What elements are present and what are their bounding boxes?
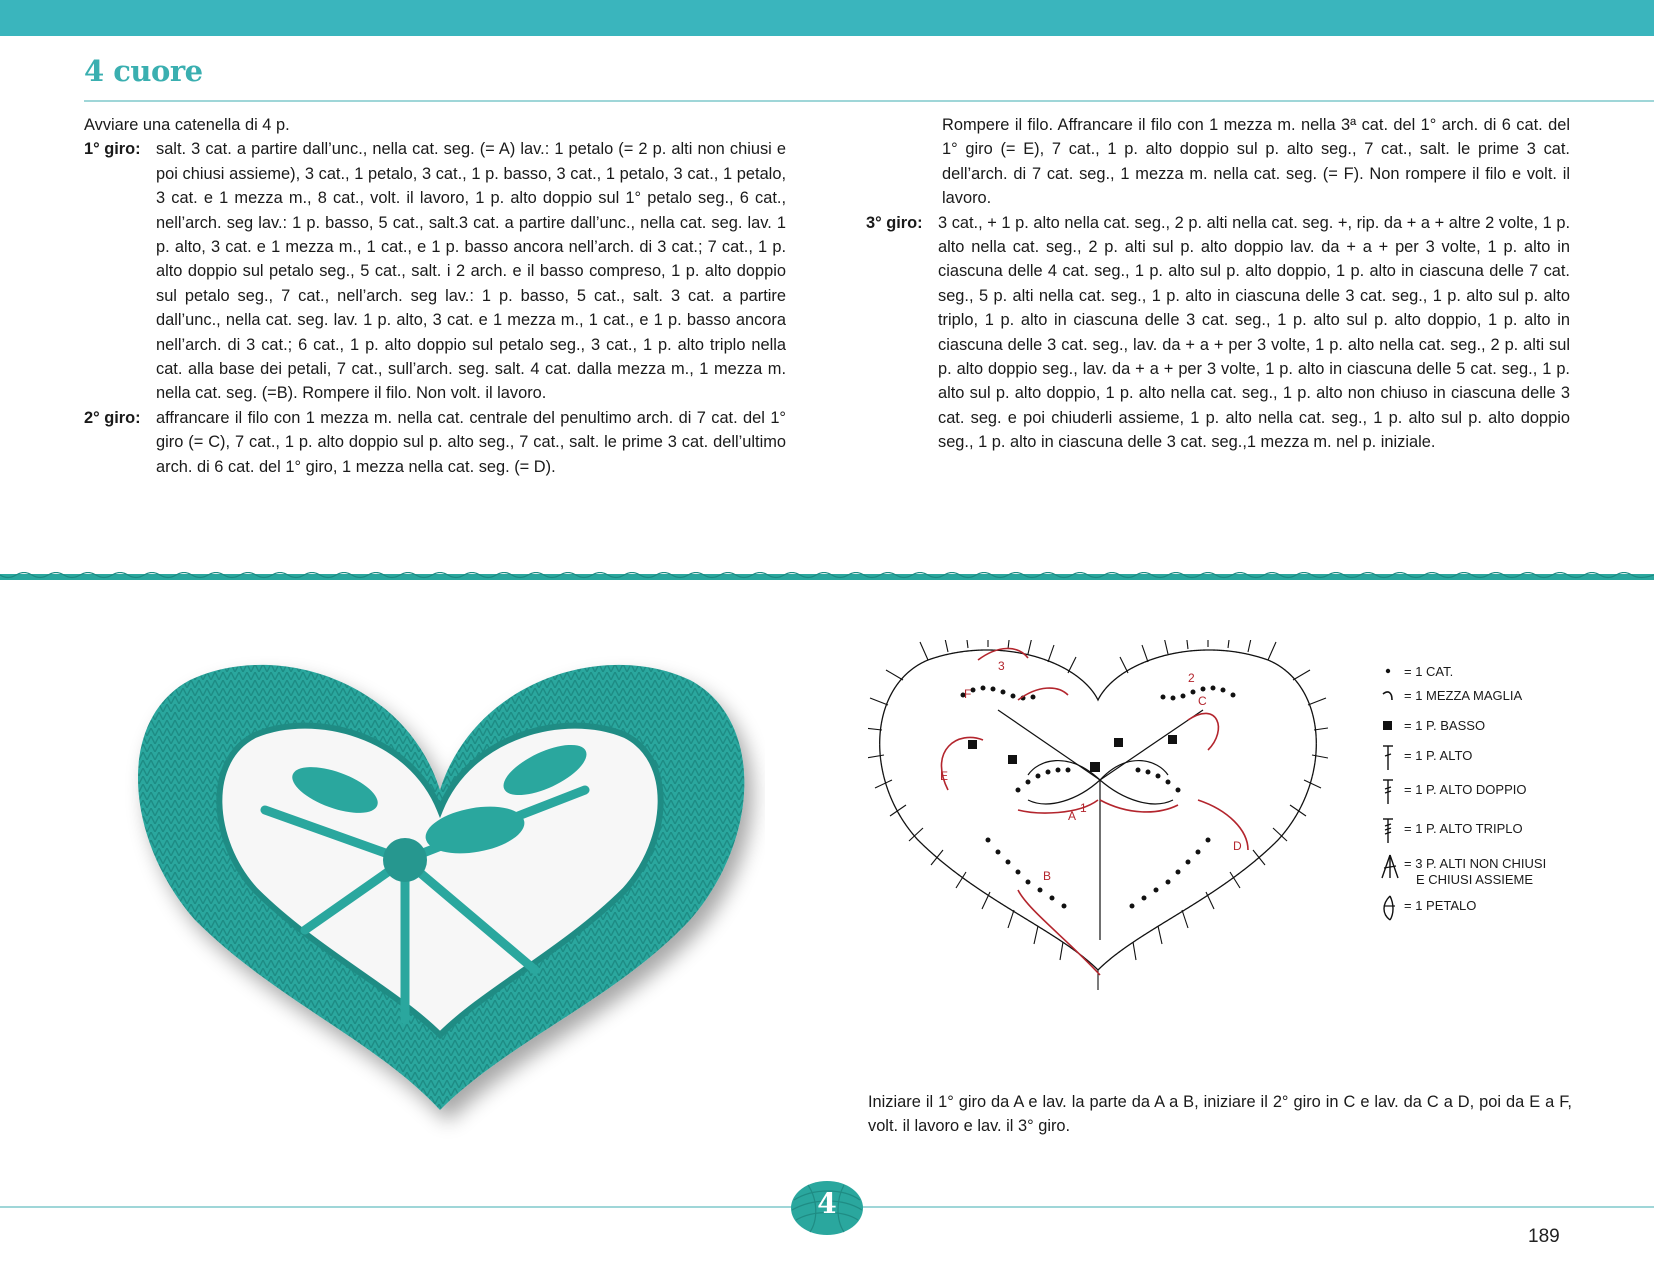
petal-icon <box>1380 894 1404 922</box>
round-1 <box>84 137 786 405</box>
round-2-continued-text: Rompere il filo. Affrancare il filo con 1 mezza m. nella 3ª cat. del 1° arch. di 6 cat. del 1° giro (= E), 7 cat., 1 p. alto doppio sul p. alto seg., 7 cat., salt. le prime 3 cat. dell’arch. di 7 cat. seg., 1 mezza m. nella cat. seg. (= F). Non rompere il filo e volt. il lavoro. <box>942 116 1570 208</box>
legend-text: = 1 P. BASSO <box>1404 718 1486 733</box>
legend-text-cluster: = 3 P. ALTI NON CHIUSI E CHIUSI ASSIEME <box>1404 856 1547 887</box>
legend-text: = 1 MEZZA MAGLIA <box>1404 688 1523 703</box>
diagram-label-3: 3 <box>998 659 1005 673</box>
diagram-label-1: 1 <box>1080 801 1087 815</box>
legend-text: = 1 P. ALTO TRIPLO <box>1404 821 1523 836</box>
legend-text: = 1 PETALO <box>1404 898 1477 913</box>
round-3-text: 3 cat., + 1 p. alto nella cat. seg., 2 p. alti nella cat. seg. +, rip. da + a + altre 2 volte, 1 p. alto nella cat. seg., 2 p. alti sul p. alto doppio lav. da + a + per 3 volte, 1 p. alto in ciascuna delle 4 cat. seg., 1 p. alto sul p. alto doppio, 1 p. alto in ciascuna delle 7 cat. seg., 5 p. alti nella cat. seg., 1 p. alto in ciascuna delle 3 cat. seg., 1 p. alto sul p. alto triplo, 1 p. alto in ciascuna delle 3 cat. seg., 1 p. alto sul p. alto doppio, 1 p. alto in ciascuna delle 3 cat. seg., lav. da + a + per 3 volte, 1 p. alto nella cat. seg., 2 p. alti sul p. alto doppio seg., lav. da + a + per 3 volte, 1 p. alto in ciascuna delle 5 cat. seg., 1 p. alto sul p. alto doppio, 1 p. alto nella cat. seg., 1 p. alto non chiuso in ciascuna delle 3 cat. seg. e poi chiuderli assieme, 1 p. alto nella cat. seg., 1 p. alto sul p. alto doppio seg., 1 p. alto in ciascuna delle 3 cat. seg.,1 mezza m. nel p. iniziale. <box>938 213 1570 452</box>
page-number: 189 <box>1528 1226 1560 1247</box>
diagram-label-e: E <box>940 769 949 783</box>
page-title: 4 cuore <box>84 54 203 88</box>
legend-item-double-crochet <box>1380 744 1472 772</box>
instructions-left-column <box>84 113 786 479</box>
diagram-label-2: 2 <box>1188 671 1195 685</box>
chapter-number: 4 <box>817 1187 837 1220</box>
diagram-label-b: B <box>1043 869 1052 883</box>
round-3 <box>866 211 1570 455</box>
diagram-label-d: D <box>1233 839 1242 853</box>
round-2 <box>84 406 786 479</box>
round-1-label: 1° giro: <box>84 140 141 159</box>
legend-text: = 1 P. ALTO DOPPIO <box>1404 782 1527 797</box>
title-divider <box>84 100 1654 102</box>
legend-text: = 1 CAT. <box>1404 664 1454 679</box>
round-3-label: 3° giro: <box>866 213 923 232</box>
slip-stitch-icon <box>1380 684 1404 712</box>
double-crochet-icon <box>1380 744 1404 772</box>
diagram-label-a: A <box>1068 809 1077 823</box>
treble-crochet-icon <box>1380 778 1404 806</box>
instructions-right-column <box>866 113 1570 455</box>
diagram-label-f: F <box>964 687 972 701</box>
diagram-label-c: C <box>1198 694 1207 708</box>
legend-item-petal <box>1380 894 1476 922</box>
intro-text: Avviare una catenella di 4 p. <box>84 116 290 134</box>
round-1-text: salt. 3 cat. a partire dall’unc., nella cat. seg. (= A) lav.: 1 petalo (= 2 p. alti non chiusi e poi chiusi assieme), 3 cat., 1 petalo, 3 cat., 1 p. basso, 3 cat., 1 petalo, 3 cat., 1 petalo, 3 cat. e 1 mezza m., 8 cat., volt. il lavoro, 1 p. alto doppio sul 1° petalo seg., 6 cat., nell’arch. seg lav.: 1 p. basso, 5 cat., salt.3 cat. a partire dall’unc., nella cat. seg. lav. 1 p. alto, 3 cat. e 1 mezza m., 1 cat., e 1 p. basso ancora nell’arch. di 3 cat.; 7 cat., 1 p. alto doppio sul petalo seg., 5 cat., salt. i 2 arch. e il basso compreso, 1 p. alto doppio sul petalo seg., 7 cat., nell’arch. seg lav.: 1 p. basso, 5 cat., salt. 3 cat. a partire dall’unc., nella cat. seg. lav. 1 p. alto, 3 cat. e 1 mezza m., 1 cat., e 1 p. basso ancora nell’arch. di 3 cat.; 6 cat., 1 p. alto doppio sul petalo seg., 3 cat., 1 p. alto triplo nella cat. alla base dei petali, 7 cat., sull’arch. seg. salt. 4 cat. dalla mezza m., 1 mezza m. nella cat. seg. (=B). Rompere il filo. Non volt. il lavoro. <box>156 140 786 403</box>
triple-treble-icon <box>1380 817 1404 845</box>
crochet-chart-diagram <box>868 640 1328 990</box>
legend-text: = 1 P. ALTO <box>1404 748 1473 763</box>
cluster-icon <box>1380 852 1404 880</box>
legend-item-cluster <box>1380 852 1546 888</box>
legend-item-triple-treble <box>1380 817 1523 845</box>
crochet-heart-photo <box>115 640 765 1140</box>
legend-item-treble <box>1380 778 1526 806</box>
legend-item-single-crochet <box>1380 714 1485 742</box>
round-2-text: affrancare il filo con 1 mezza m. nella cat. centrale del penultimo arch. di 7 cat. del 1° giro (= C), 7 cat., 1 p. alto doppio sul p. alto seg., 7 cat., salt. le prime 3 cat. dell’ultimo arch. di 6 cat. del 1° giro, 1 mezza nella cat. seg. (= D). <box>156 408 786 476</box>
diagram-caption: Iniziare il 1° giro da A e lav. la parte da A a B, iniziare il 2° giro in C e lav. da C a D, poi da E a F, volt. il lavoro e lav. il 3° giro. <box>868 1093 1572 1136</box>
yarn-divider <box>0 572 1654 582</box>
round-2-label: 2° giro: <box>84 408 141 427</box>
single-crochet-square-icon <box>1380 714 1404 742</box>
legend-item-slip-stitch <box>1380 684 1522 712</box>
top-color-band <box>0 0 1654 36</box>
